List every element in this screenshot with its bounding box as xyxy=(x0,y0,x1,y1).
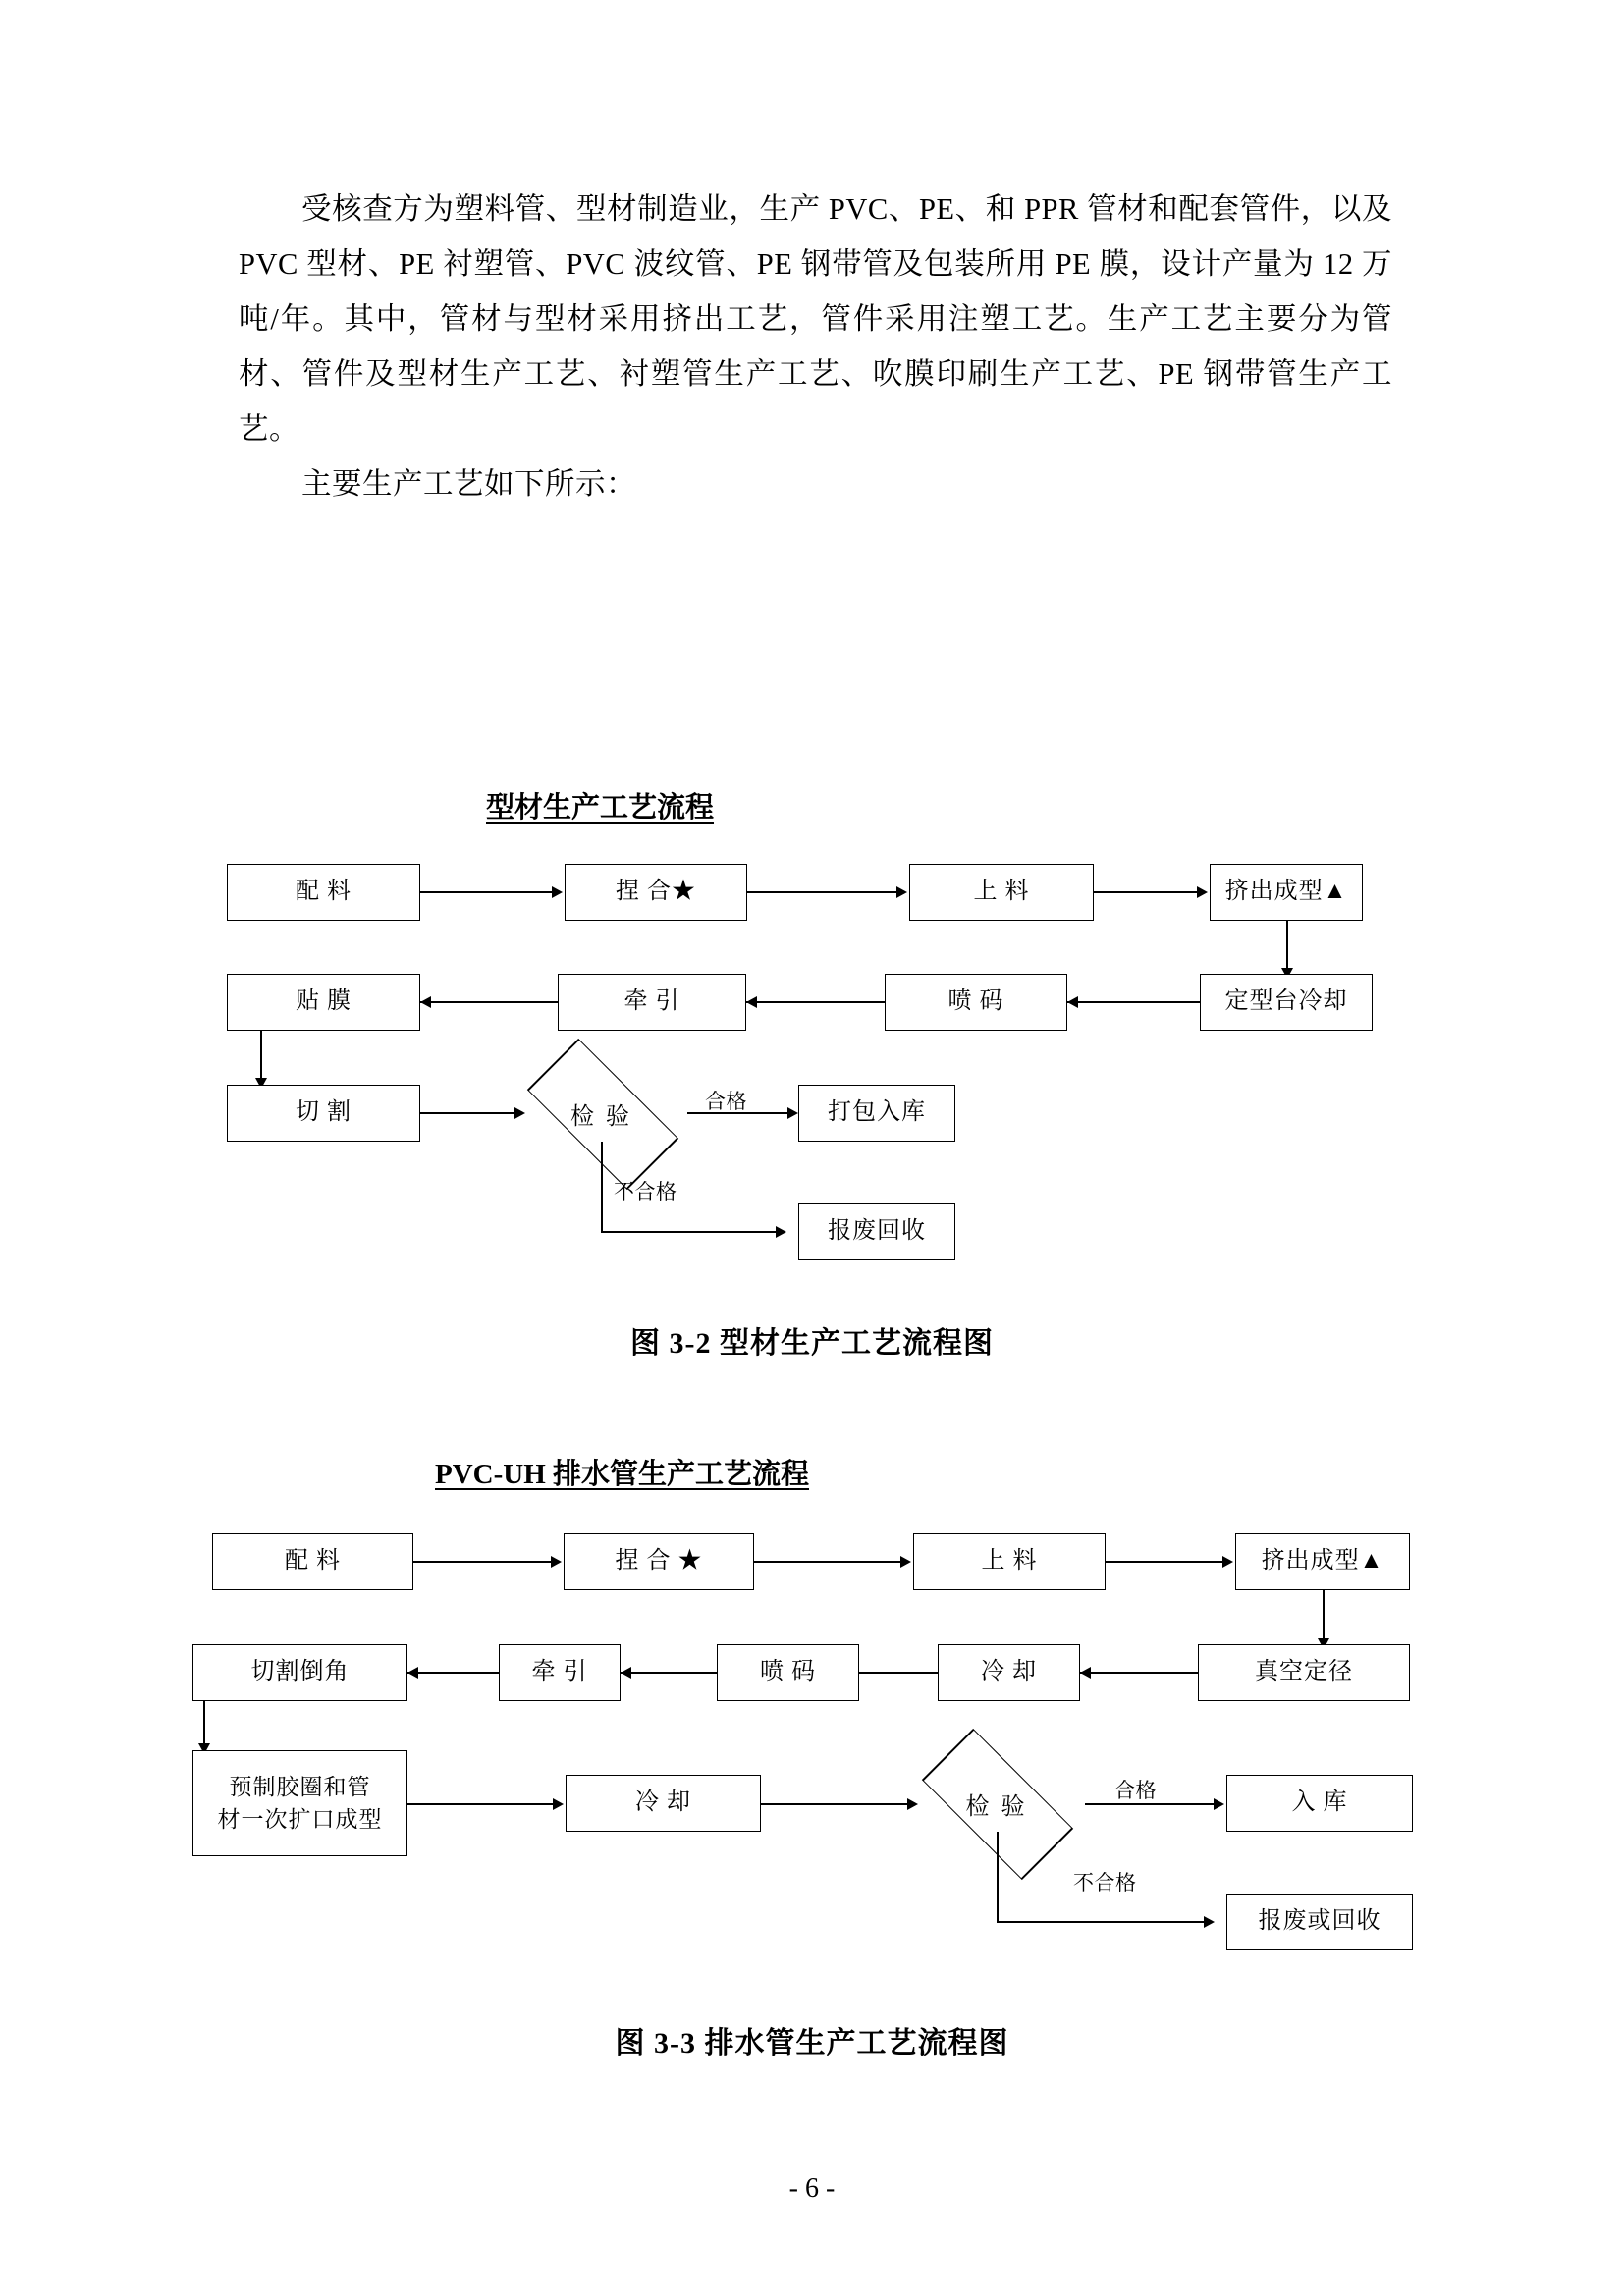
figure2-node-shangliao: 上 料 xyxy=(913,1533,1106,1590)
figure2-node-yuzhijiaoquan-line1: 预制胶圈和管 xyxy=(229,1774,371,1799)
figure1-edge-8 xyxy=(260,1031,262,1085)
figure1-arrow-5 xyxy=(1067,996,1078,1008)
figure2-node-peiliao: 配 料 xyxy=(212,1533,413,1590)
figure2-arrow-1 xyxy=(551,1556,562,1568)
figure1-arrow-11 xyxy=(776,1226,786,1238)
figure1-node-niehe: 捏 合★ xyxy=(565,864,747,921)
figure1-edge-11 xyxy=(601,1142,603,1232)
figure2-edge-10 xyxy=(407,1803,553,1805)
figure2-node-niehe: 捏 合 ★ xyxy=(564,1533,754,1590)
figure2-node-qianyin: 牵 引 xyxy=(499,1644,621,1701)
figure1-arrow-3 xyxy=(1197,886,1208,898)
figure2-node-ruku: 入 库 xyxy=(1226,1775,1413,1832)
figure1-node-qianyin: 牵 引 xyxy=(558,974,746,1031)
figure1-diamond-label: 检 验 xyxy=(570,1103,632,1130)
figure2-node-jianyan xyxy=(908,1775,1085,1832)
page-number: - 6 - xyxy=(788,2173,836,2204)
paragraph-2: 主要生产工艺如下所示： xyxy=(301,467,636,501)
figure1-edge-1 xyxy=(420,891,552,893)
figure2-edge-7 xyxy=(621,1672,717,1674)
figure2-edge-2 xyxy=(754,1561,900,1563)
figure1-edge-6 xyxy=(746,1001,885,1003)
figure2-diamond-label: 检 验 xyxy=(965,1793,1028,1820)
figure1-edge-4 xyxy=(1286,921,1288,975)
figure1-edge-9 xyxy=(420,1112,514,1114)
figure2-arrow-2 xyxy=(900,1556,911,1568)
figure2-arrow-10 xyxy=(553,1798,564,1810)
figure1-node-dingxingtai: 定型台冷却 xyxy=(1200,974,1373,1031)
figure1-arrow-6 xyxy=(746,996,757,1008)
paragraph-1: 受核查方为塑料管、型材制造业，生产 PVC、PE、和 PPR 管材和配套管件，以及 PVC 型材、PE 衬塑管、PVC 波纹管、PE 钢带管及包装所用 PE 膜，设计产量为 12 万吨/年。其中，管材与型材采用挤出工艺，管件采用注塑工艺。生产工艺主要分为管材、管件及型材生产工艺、衬塑管生产工艺、吹膜印刷生产工艺、PE 钢带管生产工艺。 xyxy=(239,192,1392,446)
figure2-label-pass: 合格 xyxy=(1114,1779,1157,1802)
figure1-edge-12 xyxy=(601,1231,776,1233)
figure2-edge-11 xyxy=(761,1803,907,1805)
figure2-flowchart xyxy=(0,1512,1624,1973)
figure2-edge-4 xyxy=(1323,1590,1325,1645)
figure2-arrow-12 xyxy=(1214,1798,1224,1810)
figure2-node-baofeihuohuishou: 报废或回收 xyxy=(1226,1894,1413,1950)
figure2-node-yuzhijiaoquan-line2: 材一次扩口成型 xyxy=(217,1807,383,1832)
figure1-node-peiliao: 配 料 xyxy=(227,864,420,921)
figure1-node-baofeihuishou: 报废回收 xyxy=(798,1203,955,1260)
figure2-title: PVC-UH 排水管生产工艺流程 xyxy=(435,1459,810,1490)
figure2-edge-1 xyxy=(413,1561,551,1563)
figure2-node-yuzhijiaoquan xyxy=(192,1750,407,1856)
figure1-edge-5 xyxy=(1067,1001,1200,1003)
figure1-node-jichuchengxing: 挤出成型▲ xyxy=(1210,864,1363,921)
figure2-arrow-8 xyxy=(407,1667,418,1679)
figure2-node-zhenkongdingjing: 真空定径 xyxy=(1198,1644,1410,1701)
figure1-caption: 图 3-2 型材生产工艺流程图 xyxy=(630,1327,994,1360)
figure2-edge-13 xyxy=(997,1832,999,1922)
figure1-node-qiege: 切 割 xyxy=(227,1085,420,1142)
figure1-node-penma: 喷 码 xyxy=(885,974,1067,1031)
figure2-arrow-13 xyxy=(1204,1916,1215,1928)
figure2-edge-14 xyxy=(997,1921,1204,1923)
figure2-edge-3 xyxy=(1106,1561,1222,1563)
figure1-arrow-10 xyxy=(787,1107,798,1119)
figure1-node-dabaoruku: 打包入库 xyxy=(798,1085,955,1142)
figure2-node-lengque-1: 冷 却 xyxy=(938,1644,1080,1701)
figure2-caption: 图 3-3 排水管生产工艺流程图 xyxy=(615,2027,1009,2059)
figure2-label-fail: 不合格 xyxy=(1073,1871,1137,1895)
figure2-arrow-5 xyxy=(1080,1667,1091,1679)
figure1-arrow-2 xyxy=(896,886,907,898)
figure2-arrow-3 xyxy=(1222,1556,1233,1568)
figure1-title: 型材生产工艺流程 xyxy=(486,792,715,824)
figure2-node-penma: 喷 码 xyxy=(717,1644,859,1701)
figure1-node-tiemo: 贴 膜 xyxy=(227,974,420,1031)
figure1-node-jianyan xyxy=(515,1085,687,1142)
figure2-node-lengque-2: 冷 却 xyxy=(566,1775,761,1832)
figure2-arrow-7 xyxy=(621,1667,631,1679)
figure1-edge-3 xyxy=(1094,891,1197,893)
figure2-node-jichuchengxing: 挤出成型▲ xyxy=(1235,1533,1410,1590)
figure1-flowchart xyxy=(0,844,1624,1266)
figure2-edge-5 xyxy=(1080,1672,1198,1674)
figure1-label-fail: 不合格 xyxy=(614,1180,677,1203)
figure1-edge-7 xyxy=(420,1001,558,1003)
figure2-node-qiegedaojiao: 切割倒角 xyxy=(192,1644,407,1701)
figure1-arrow-1 xyxy=(552,886,563,898)
figure2-edge-8 xyxy=(407,1672,499,1674)
figure1-node-shangliao: 上 料 xyxy=(909,864,1094,921)
figure1-edge-2 xyxy=(747,891,896,893)
body-text-block xyxy=(239,182,1392,511)
figure1-arrow-7 xyxy=(420,996,431,1008)
figure1-label-pass: 合格 xyxy=(705,1090,747,1113)
